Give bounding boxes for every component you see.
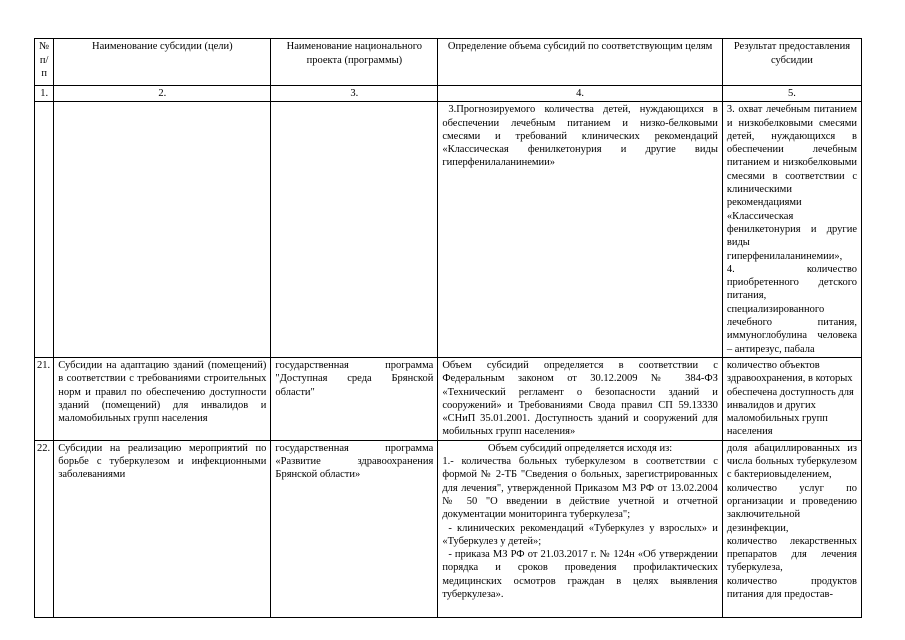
table-row: [35, 357, 862, 440]
table-row: [35, 440, 862, 617]
header-result: Результат предоставления субсидии: [722, 39, 861, 86]
header-subsidy-name: Наименование субсидии (цели): [54, 39, 271, 86]
volume-definition: [438, 357, 723, 440]
definition-paragraph: - клинических рекомендаций «Туберкулез у взрослых» и «Туберкулез у детей»;: [442, 522, 718, 547]
header-num: № п/п: [35, 39, 54, 86]
column-number: 3.: [271, 86, 438, 102]
result-paragraph: количество услуг по организации и проведению заключительной дезинфекции,: [726, 482, 857, 534]
subsidy-table: [34, 38, 862, 618]
result-cell: [722, 440, 861, 617]
result-paragraph: количество продуктов питания для предостав-: [726, 575, 857, 600]
result-paragraph: количество объектов здравоохранения, в которых обеспечена доступность для инвалидов и других маломобильных групп населения: [726, 359, 854, 438]
row-number: 22.: [35, 440, 54, 617]
program-name: [271, 102, 438, 358]
volume-definition: [438, 102, 723, 358]
column-number: 1.: [35, 86, 54, 102]
program-name: государственная программа "Доступная среда Брянской области": [271, 357, 438, 440]
volume-definition: [438, 440, 723, 617]
result-paragraph: 4. количество приобретенного детского питания, специализированного лечебного питания, иммуноглобулина человека – антирезус, пабала: [726, 263, 857, 355]
definition-paragraph: Объем субсидий определяется исходя из:: [488, 442, 673, 454]
definition-paragraph: - приказа МЗ РФ от 21.03.2017 г. № 124н «Об утверждении порядка и сроков проведения профилактических медицинских осмотров граждан в целях выявления туберкулеза».: [442, 549, 718, 600]
result-paragraph: количество лекарственных препаратов для лечения туберкулеза,: [726, 535, 857, 574]
result-cell: [722, 102, 861, 358]
column-number: 4.: [438, 86, 723, 102]
result-paragraph: 3. охват лечебным питанием и низкобелковыми смесями детей, нуждающихся в обеспечении лечебным питанием и низкобелковыми смесями в соответствии с клиническими рекомендациями «Классическая фенилкетонурия и другие виды гиперфенилаланинемии»,: [726, 104, 857, 262]
table-row: [35, 102, 862, 358]
definition-paragraph: Объем субсидий определяется в соответствии с Федеральным законом от 30.12.2009 № 384-ФЗ «Технический регламент о безопасности зданий и сооружений» и Требованиями Свода правил СП 59.13330 «СНиП 35.01.2001. Доступность зданий и сооружений для мобильных групп населения»: [442, 359, 718, 438]
subsidy-name: [54, 102, 271, 358]
row-number: 21.: [35, 357, 54, 440]
row-number: [35, 102, 54, 358]
definition-paragraph: 1.- количества больных туберкулезом в соответствии с формой № 2-ТБ "Сведения о больных, зарегистрированных для лечения", утвержденной Приказом МЗ РФ от 13.02.2004 № 50 "О введении в действие учетной и отчетной документации мониторинга туберкулеза";: [442, 456, 718, 521]
program-name: государственная программа «Развитие здравоохранения Брянской области»: [271, 440, 438, 617]
subsidy-name: Субсидии на реализацию мероприятий по борьбе с туберкулезом и инфекционными заболеваниями: [54, 440, 271, 617]
column-number: 5.: [722, 86, 861, 102]
table-header-row: [35, 39, 862, 86]
header-volume-definition: Определение объема субсидий по соответствующим целям: [438, 39, 723, 86]
header-program: Наименование национального проекта (программы): [271, 39, 438, 86]
definition-paragraph: 3.Прогнозируемого количества детей, нуждающихся в обеспечении лечебным питанием и низко-белковыми смесями и требований клинических рекомендаций «Классическая фенилкетонурия и другие виды гиперфенилаланинемии»: [442, 104, 718, 169]
column-numbers-row: [35, 86, 862, 102]
column-number: 2.: [54, 86, 271, 102]
result-paragraph: доля абациллированных из числа больных туберкулезом с бактериовыделением,: [726, 442, 857, 481]
document-page: [34, 38, 862, 618]
result-cell: [722, 357, 861, 440]
subsidy-name: Субсидии на адаптацию зданий (помещений) в соответствии с требованиями строительных норм и правил по обеспечению доступности зданий (помещений) для инвалидов и маломобильных групп населения: [54, 357, 271, 440]
